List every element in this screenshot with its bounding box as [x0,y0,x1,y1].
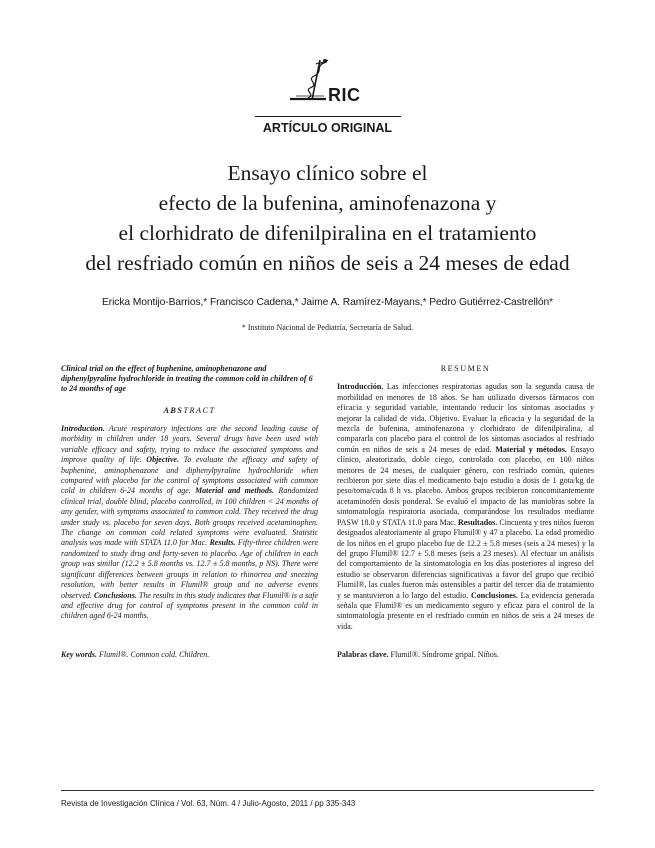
abstract-heading-rest: TRACT [183,405,216,415]
keywords-label: Palabras clave. [337,650,389,660]
objective-text: Objetivo. Evaluar la eficacia y la seguridad de la mezcla de bufenina, aminofenazona y clorhidrato de difenilpiralina, al compararla con placebo para el control de los síntomas asociados al resfriado común en niños de seis a 24 meses de edad. [337,413,594,454]
abstract-heading [61,406,318,416]
journal-logo [290,56,380,112]
english-abstract-column [61,364,318,660]
english-abstract-body [61,424,318,622]
objective-text: To evaluate the efficacy and safety of buphenine, aminophenazone and diphenylpyraline hydrochloride when compared with placebo for the control of symptoms associated with common cold in children 6-24 months of age. [61,455,319,496]
title-line: del resfriado común en niños de seis a 24 meses de edad [85,251,570,275]
logo-text: RIC [328,85,361,105]
results-text: Cincuenta y tres niños fueron designados aleatoriamente al grupo Flumil® y 47 a placebo. La edad promedio de los niños en el grupo placebo fue de 12.2 ± 5.8 meses (seis a 24 meses) y la del grupo Flumil® 12.7 ± 5.8 meses (seis a 23 meses). Al efectuar un análisis del comportamiento de la sintomatología en los días posteriores al ingreso del estudio se observaron diferencias significativas a favor del grupo que recibió Flumil®, las cuales fueron más ostensibles a partir del tercer día de tratamiento y se mantuvieron a lo largo del estudio. [337,517,595,600]
spanish-abstract-body [337,382,594,632]
resumen-heading: RESUMEN [440,364,491,373]
journal-footer: Revista de Investigación Clínica / Vol. 63, Núm. 4 / Julio-Agosto, 2011 / pp 335-343 [61,799,356,808]
keywords-text: Flumil®. Common cold. Children. [97,649,210,659]
intro-text: Las infecciones respiratorias agudas son la segunda causa de morbilidad en menores de 18 años. Se han utilizado diversos fármacos con eficacia y seguridad variable, intentando reducir los síntomas asociados y mejorar la calidad de vida. [337,382,594,423]
keywords [61,650,318,660]
intro-text: Acute respiratory infections are the second leading cause of morbidity in children under 18 years. Several drugs have been used with variable efficacy and safety, trying to reduce the associated symptoms and improve quality of life. [61,424,318,465]
spanish-abstract-column [337,364,594,661]
intro-label: Introduction. [61,424,105,434]
objective-label: Objective. [146,455,179,465]
conclusions-text: La evidencia generada señala que Flumil® es un medicamento seguro y eficaz para el control de la sintomatología presente en el resfriado común en niños de seis a 24 meses de vida. [337,590,595,631]
results-label: Resultados. [457,517,498,527]
footer-rule [61,790,594,791]
conclusions-label: Conclusions. [93,590,137,600]
conclusions-text: The results in this study indicates that Flumil® is a safe and effective drug for control of symptoms present in the common cold in children aged 6-24 months. [61,590,318,621]
title-line: efecto de la bufenina, aminofenazona y [158,191,497,215]
methods-text: Randomized clinical trial, double blind, placebo controlled, in 100 children < 24 months of any gender, with symptoms associated to common cold. They received the drug under study vs. placebo for seven days. Both groups received acetaminophen. The change on common cold related symptoms were evaluated. Statistic analysis was made with STATA 11.0 for Mac. [61,486,318,548]
affiliation: * Instituto Nacional de Pediatría, Secretaría de Salud. [241,323,414,332]
conclusions-label: Conclusiones. [470,590,518,600]
title-line: Ensayo clínico sobre el [227,161,428,185]
results-label: Results. [209,538,236,548]
keywords-text: Flumil®. Síndrome gripal. Niños. [388,650,499,660]
intro-label: Introducción. [337,382,384,392]
keywords-label: Key words. [61,649,97,659]
results-text: Fifty-three children were randomized to study drug and forty-seven to placebo. Age of children in each group was similar (12.2 ± 5.8 months vs. 12.7 ± 5.8 months, p NS). There were significant differences between groups in relation to rhinorrea and sneezing resolution, with better results in Flumil® group and no adverse events observed. [61,538,319,600]
title-line: el clorhidrato de difenilpiralina en el tratamiento [118,221,537,245]
abstract-heading-bold: ABS [163,405,184,415]
article-title [40,158,615,278]
english-title: Clinical trial on the effect of buphenine, aminophenazone and diphenylpyraline hydrochloride in treating the common cold in children of 6 to 24 months of age [61,364,313,394]
section-label: ARTÍCULO ORIGINAL [262,121,393,135]
methods-text: Ensayo clínico, aleatorizado, doble ciego, controlado con placebo, en 100 niños menores de 24 meses, de cualquier género, con resfriado común, quienes recibieron por siete días el medicamento bajo estudio a dosis de 1 gota/kg de peso/toma/cada 8 h vs. placebo. Ambos grupos recibieron concomitantemente acetaminofén dosis ponderal. Se evaluó el impacto de las maniobras sobre la sintomatología respiratoria asociada, comparándose los resultados mediante PASW 18.0 y STATA 11.0 para Mac. [337,444,594,527]
header-rule [255,116,401,117]
methods-label: Material and methods. [195,486,275,496]
methods-label: Material y métodos. [495,444,567,454]
palabras-clave [337,650,594,660]
author-list: Ericka Montijo-Barrios,* Francisco Cadena,* Jaime A. Ramírez-Mayans,* Pedro Gutiérrez-Castrellón* [102,297,553,308]
